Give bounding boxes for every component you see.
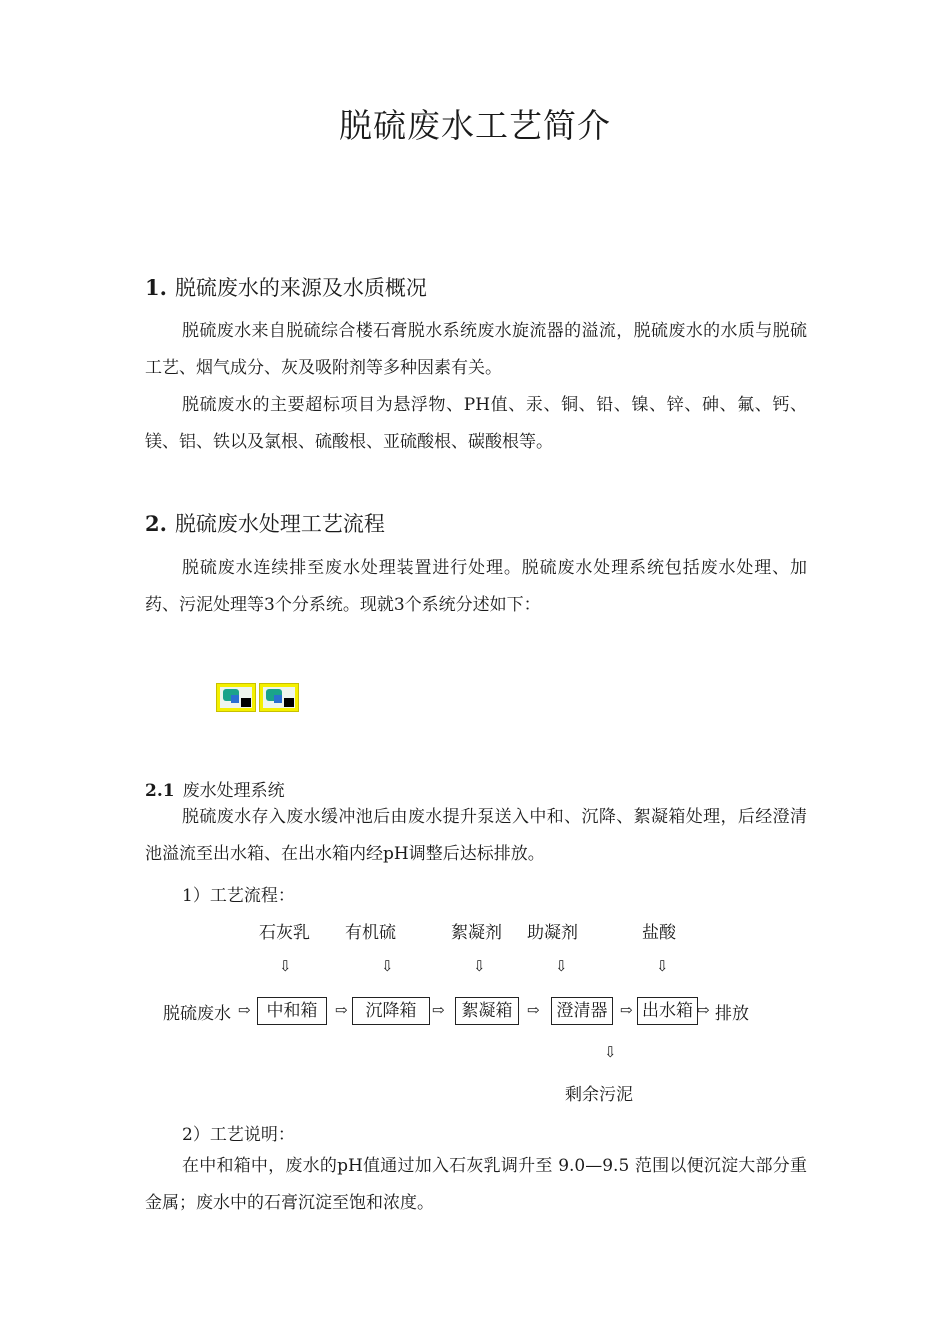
flow-caption: 1）工艺流程： — [182, 886, 295, 906]
document-title: 脱硫废水工艺简介 — [339, 106, 611, 145]
box-neutralization-tank: 中和箱 — [257, 997, 327, 1025]
right-arrow-icon: ⇨ — [620, 1001, 633, 1019]
section-2-1-paragraph-1: 脱硫废水存入废水缓冲池后由废水提升泵送入中和、沉降、絮凝箱处理，后经澄清池溢流至出水箱、在出水箱内经pH调整后达标排放。 — [145, 807, 807, 864]
right-arrow-icon: ⇨ — [335, 1001, 348, 1019]
box-outlet-tank: 出水箱 — [637, 997, 698, 1025]
down-arrow-icon: ⇩ — [279, 957, 292, 975]
down-arrow-icon: ⇩ — [656, 957, 669, 975]
section-2-1-heading — [145, 776, 285, 801]
section-1-heading — [145, 272, 427, 302]
section-2-number: 2. — [145, 511, 167, 536]
flow-source: 脱硫废水 — [163, 1004, 231, 1024]
section-1-paragraph-2: 脱硫废水的主要超标项目为悬浮物、PH值、汞、铜、铅、镍、锌、砷、氟、钙、镁、铝、铁以及氯根、硫酸根、亚硫酸根、碳酸根等。 — [145, 395, 807, 452]
right-arrow-icon: ⇨ — [238, 1001, 251, 1019]
right-arrow-icon: ⇨ — [527, 1001, 540, 1019]
right-arrow-icon: ⇨ — [697, 1001, 710, 1019]
down-arrow-icon: ⇩ — [604, 1043, 617, 1061]
section-2-paragraph-1: 脱硫废水连续排至废水处理装置进行处理。脱硫废水处理系统包括废水处理、加药、污泥处理等3个分系统。现就3个系统分述如下： — [145, 558, 807, 615]
reagent-flocculant: 絮凝剂 — [451, 923, 502, 943]
flow-discharge: 排放 — [715, 1004, 749, 1024]
drawing-thumbnail-2[interactable] — [259, 683, 299, 712]
description-caption: 2）工艺说明： — [182, 1125, 295, 1145]
down-arrow-icon: ⇩ — [381, 957, 394, 975]
flow-residual-sludge: 剩余污泥 — [565, 1085, 633, 1105]
box-flocculation-tank: 絮凝箱 — [455, 997, 519, 1025]
reagent-coagulant-aid: 助凝剂 — [527, 923, 578, 943]
box-settling-tank: 沉降箱 — [352, 997, 430, 1025]
section-2-1-description-paragraph: 在中和箱中，废水的pH值通过加入石灰乳调升至 9.0—9.5 范围以便沉淀大部分重金属；废水中的石膏沉淀至饱和浓度。 — [145, 1156, 807, 1213]
section-1-paragraph-1: 脱硫废水来自脱硫综合楼石膏脱水系统废水旋流器的溢流，脱硫废水的水质与脱硫工艺、烟气成分、灰及吸附剂等多种因素有关。 — [145, 321, 807, 378]
section-2-1-title: 废水处理系统 — [182, 781, 285, 801]
down-arrow-icon: ⇩ — [473, 957, 486, 975]
section-2-title: 脱硫废水处理工艺流程 — [174, 512, 385, 536]
section-2-heading — [145, 508, 385, 538]
section-1-title: 脱硫废水的来源及水质概况 — [174, 276, 427, 300]
reagent-lime-milk: 石灰乳 — [259, 923, 310, 943]
reagent-hydrochloric-acid: 盐酸 — [642, 923, 676, 943]
box-clarifier: 澄清器 — [551, 997, 613, 1025]
embedded-drawing-thumbnails — [216, 683, 299, 712]
down-arrow-icon: ⇩ — [555, 957, 568, 975]
section-1-number: 1. — [145, 275, 167, 300]
drawing-thumbnail-1[interactable] — [216, 683, 256, 712]
reagent-organic-sulfur: 有机硫 — [345, 923, 396, 943]
section-2-1-number: 2.1 — [145, 781, 175, 801]
right-arrow-icon: ⇨ — [432, 1001, 445, 1019]
